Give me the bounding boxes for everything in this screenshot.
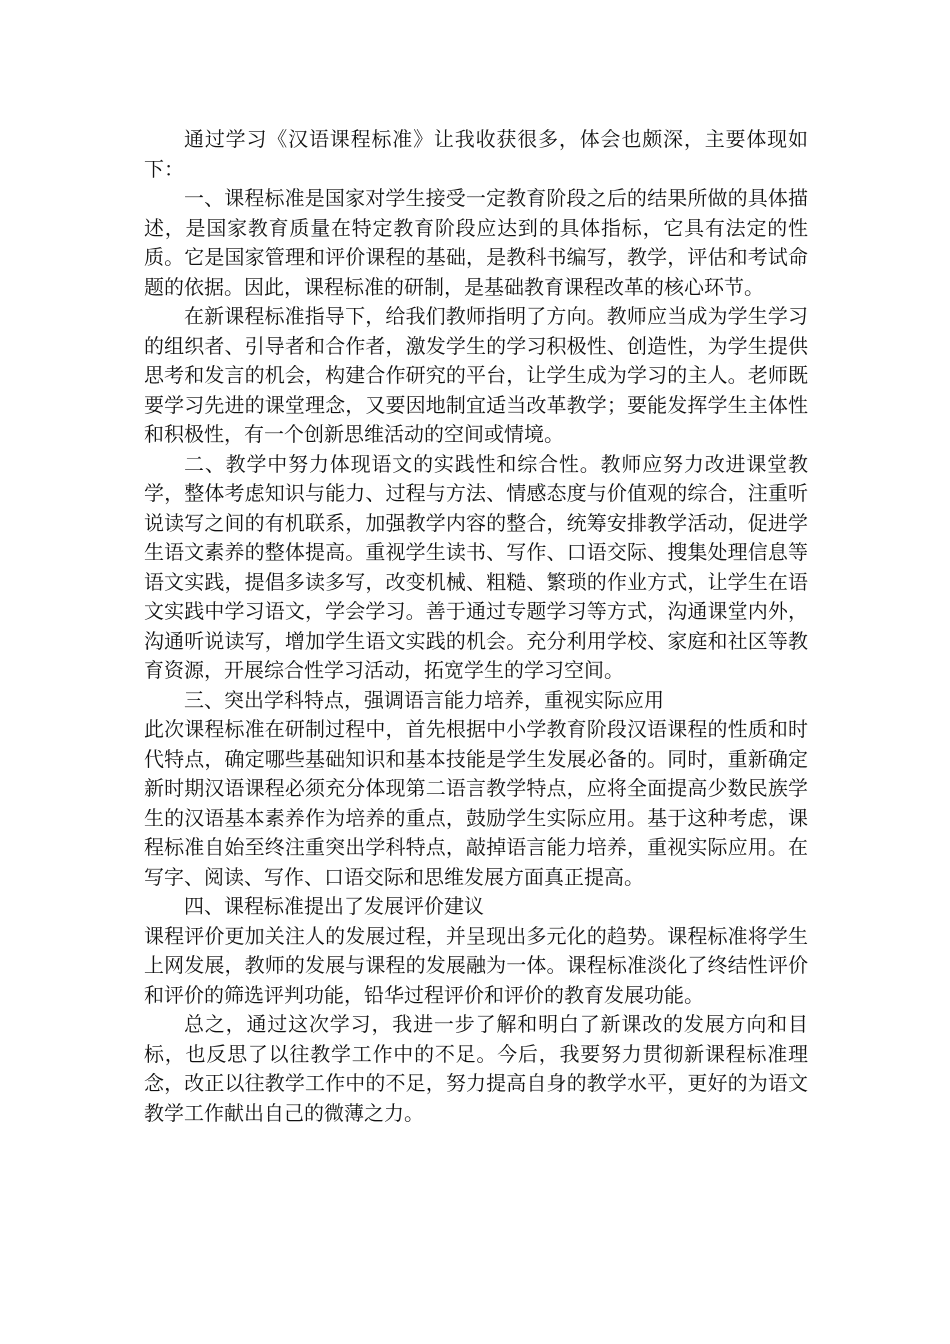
heading-section-four: 四、课程标准提出了发展评价建议 <box>184 894 484 918</box>
paragraph-teacher-role: 在新课程标准指导下，给我们教师指明了方向。教师应当成为学生学习的组织者、引导者和合作者，激发学生的学习积极性、创造性，为学生提供思考和发言的机会，构建合作研究的平台，让学生成为学习的主人。老师既要学习先进的课堂理念，又要因地制宜适当改革教学；要能发挥学生主体性和积极性，有一个创新思维活动的空间或情境。 <box>144 304 808 446</box>
heading-section-three: 三、突出学科特点，强调语言能力培养，重视实际应用 <box>184 687 664 712</box>
paragraph-section-one: 一、课程标准是国家对学生接受一定教育阶段之后的结果所做的具体描述，是国家教育质量在特定教育阶段应达到的具体指标，它具有法定的性质。它是国家管理和评价课程的基础，是教科书编写，教学，评估和考试命题的依据。因此，课程标准的研制，是基础教育课程改革的核心环节。 <box>144 186 808 299</box>
paragraph-section-four-body: 课程评价更加关注人的发展过程，并呈现出多元化的趋势。课程标准将学生上网发展，教师的发展与课程的发展融为一体。课程标准淡化了终结性评价和评价的筛选评判功能，铅华过程评价和评价的教育发展功能。 <box>144 923 808 1007</box>
paragraph-conclusion: 总之，通过这次学习，我进一步了解和明白了新课改的发展方向和目标，也反思了以往教学工作中的不足。今后，我要努力贯彻新课程标准理念，改正以往教学工作中的不足，努力提高自身的教学水平，更好的为语文教学工作献出自己的微薄之力。 <box>144 1012 808 1125</box>
document-body <box>144 125 808 1128</box>
paragraph-section-two: 二、教学中努力体现语文的实践性和综合性。教师应努力改进课堂教学，整体考虑知识与能力、过程与方法、情感态度与价值观的综合，注重听说读写之间的有机联系，加强教学内容的整合，统筹安排教学活动，促进学生语文素养的整体提高。重视学生读书、写作、口语交际、搜集处理信息等语文实践，提倡多读多写，改变机械、粗糙、繁琐的作业方式，让学生在语文实践中学习语文，学会学习。善于通过专题学习等方式，沟通课堂内外，沟通听说读写，增加学生语文实践的机会。充分利用学校、家庭和社区等教育资源，开展综合性学习活动，拓宽学生的学习空间。 <box>144 451 808 682</box>
paragraph-section-three-body: 此次课程标准在研制过程中，首先根据中小学教育阶段汉语课程的性质和时代特点，确定哪些基础知识和基本技能是学生发展必备的。同时，重新确定新时期汉语课程必须充分体现第二语言教学特点，应将全面提高少数民族学生的汉语基本素养作为培养的重点，鼓励学生实际应用。基于这种考虑，课程标准自始至终注重突出学科特点，敲掉语言能力培养，重视实际应用。在写字、阅读、写作、口语交际和思维发展方面真正提高。 <box>144 717 808 889</box>
paragraph-intro: 通过学习《汉语课程标准》让我收获很多，体会也颇深，主要体现如下： <box>144 127 808 181</box>
